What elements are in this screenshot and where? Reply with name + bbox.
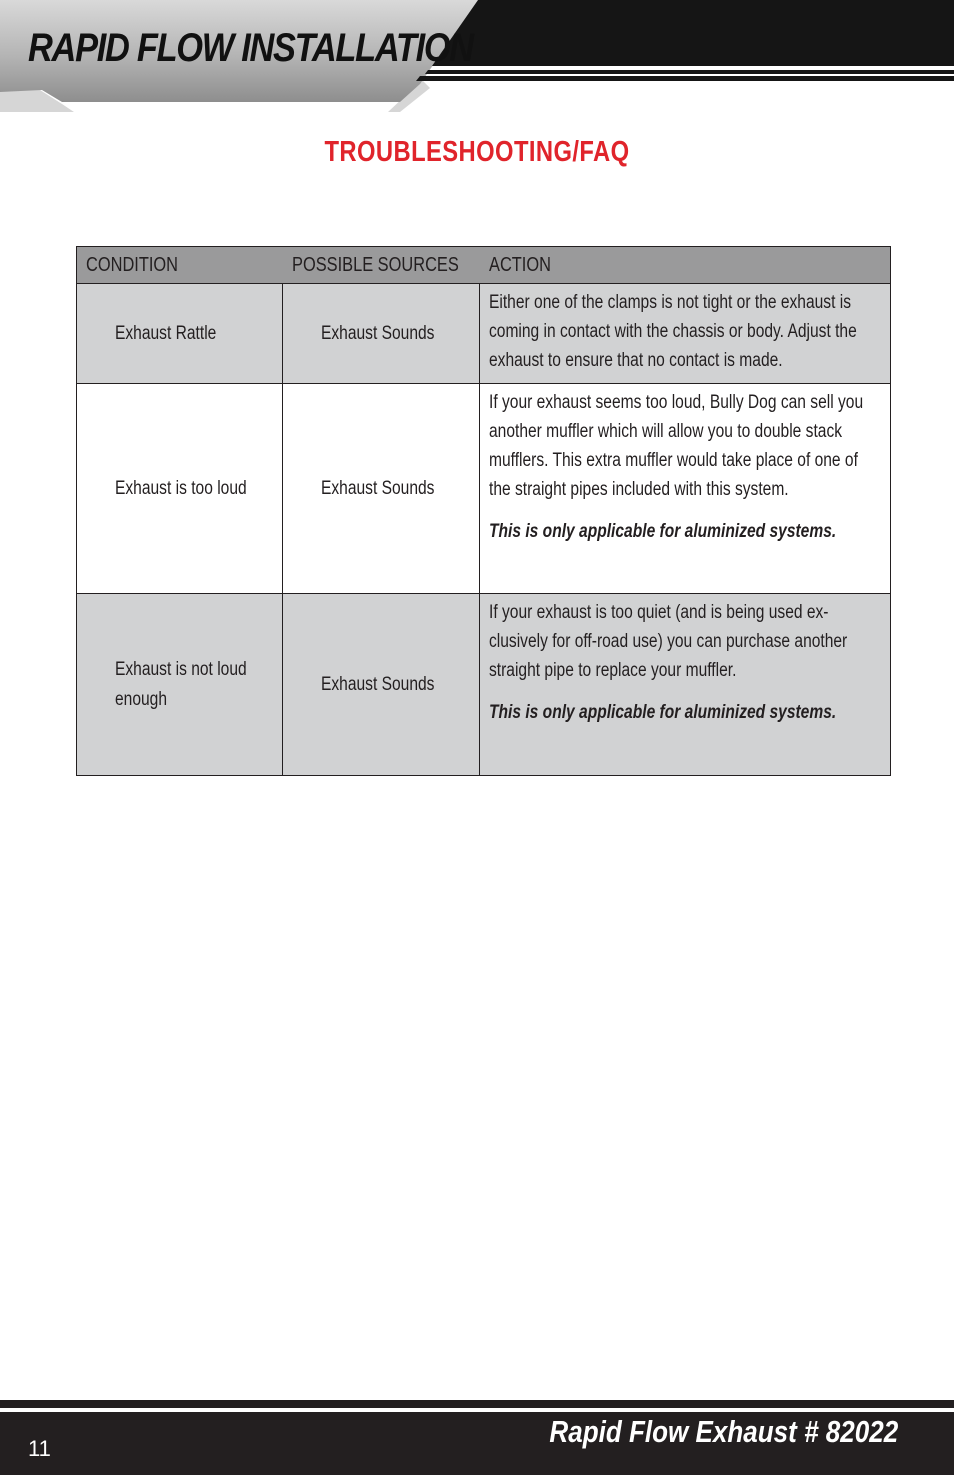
- footer-title: Rapid Flow Exhaust # 82022: [549, 1414, 898, 1449]
- action-cell: [480, 284, 891, 384]
- column-header-action: ACTION: [480, 247, 891, 284]
- section-title-text: TROUBLESHOOTING/FAQ: [324, 136, 630, 168]
- action-note: This is only applicable for aluminized systems.: [489, 521, 837, 542]
- troubleshooting-table: [76, 246, 891, 776]
- column-header-condition: CONDITION: [77, 247, 283, 284]
- source-cell: Exhaust Sounds: [283, 284, 480, 384]
- header-banner: [0, 0, 954, 120]
- action-text: If your exhaust is too quiet (and is being used ex-clusively for off-road use) you can purchase another straight pipe to replace your muffler.: [489, 602, 848, 681]
- table-row: [77, 384, 891, 594]
- section-title: [0, 136, 954, 169]
- action-cell: [480, 594, 891, 776]
- condition-cell: Exhaust is not loud enough: [77, 594, 283, 776]
- condition-cell: Exhaust is too loud: [77, 384, 283, 594]
- table-row: [77, 594, 891, 776]
- table-row: [77, 284, 891, 384]
- page-number: 11: [28, 1436, 51, 1461]
- condition-cell: Exhaust Rattle: [77, 284, 283, 384]
- action-text: Either one of the clamps is not tight or the exhaust is coming in contact with the chassis or body. Adjust the exhaust to ensure that no contact is made.: [489, 292, 857, 371]
- footer-stripe: [0, 1400, 954, 1408]
- source-cell: Exhaust Sounds: [283, 384, 480, 594]
- action-note: This is only applicable for aluminized systems.: [489, 702, 837, 723]
- action-cell: [480, 384, 891, 594]
- column-header-sources: POSSIBLE SOURCES: [283, 247, 480, 284]
- table-header-row: [77, 247, 891, 284]
- header-title: RAPID FLOW INSTALLATION: [28, 26, 473, 70]
- action-text: If your exhaust seems too loud, Bully Dog can sell you another muffler which will allow you to double stack mufflers. This extra muffler would take place of one of the straight pipes included with this system.: [489, 392, 864, 500]
- source-cell: Exhaust Sounds: [283, 594, 480, 776]
